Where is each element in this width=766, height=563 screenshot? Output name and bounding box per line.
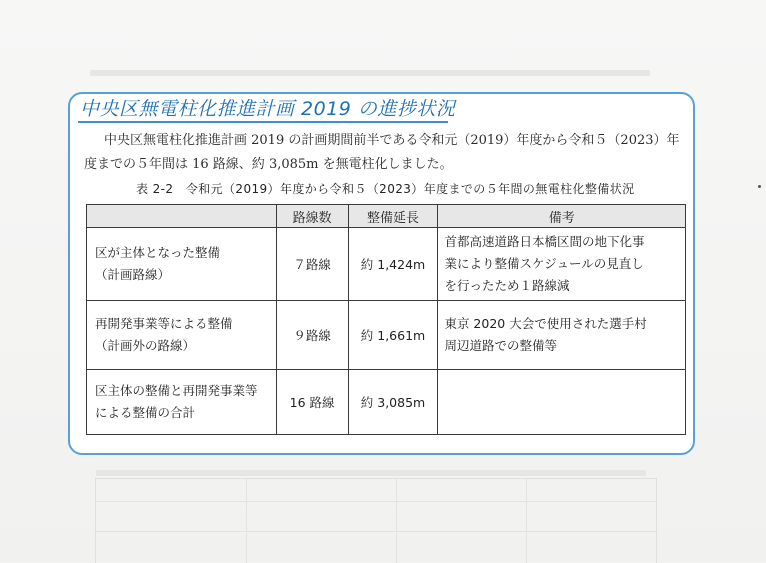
row-item <box>87 228 277 301</box>
note-line: 首都高速道路日本橋区間の地下化事 <box>444 234 645 249</box>
table-row <box>87 370 686 435</box>
row-item <box>87 301 277 370</box>
item-label: 再開発事業等による整備 <box>95 316 233 331</box>
show-through-line <box>96 470 646 476</box>
item-sublabel: （計画路線） <box>95 267 171 282</box>
item-label: 区主体の整備と再開発事業等 <box>95 383 258 398</box>
note-cell <box>438 228 686 301</box>
note-line: 周辺道路での整備等 <box>444 338 557 353</box>
header-routes: 路線数 <box>276 205 348 228</box>
speck <box>758 185 761 188</box>
table-header-row <box>87 205 686 228</box>
header-notes: 備考 <box>438 205 686 228</box>
length-cell: 約 1,661m <box>348 301 438 370</box>
title-underline <box>78 121 448 123</box>
item-sublabel: による整備の合計 <box>95 405 196 420</box>
row-item <box>87 370 277 435</box>
item-sublabel: （計画外の路線） <box>95 338 196 353</box>
header-length: 整備延長 <box>348 205 438 228</box>
section-title: 中央区無電柱化推進計画 2019 の進捗状況 <box>80 98 456 120</box>
note-cell <box>438 301 686 370</box>
note-line: を行ったため１路線減 <box>444 278 570 293</box>
table-row <box>87 228 686 301</box>
routes-cell: ７路線 <box>276 228 348 301</box>
note-cell <box>438 370 686 435</box>
summary-paragraph: 中央区無電柱化推進計画 2019 の計画期間前半である令和元（2019）年度から令和５（2023）年度までの５年間は 16 路線、約 3,085m を無電柱化しました。 <box>84 133 680 172</box>
length-cell: 約 3,085m <box>348 370 438 435</box>
header-blank <box>87 205 277 228</box>
show-through-table <box>95 478 657 563</box>
table-row <box>87 301 686 370</box>
show-through-line <box>90 70 650 76</box>
note-line: 東京 2020 大会で使用された選手村 <box>444 316 647 331</box>
length-cell: 約 1,424m <box>348 228 438 301</box>
table-caption: 表 2-2 令和元（2019）年度から令和５（2023）年度までの５年間の無電柱化整備状況 <box>136 182 635 196</box>
routes-cell: ９路線 <box>276 301 348 370</box>
undergrounding-status-table <box>86 204 686 435</box>
note-line: 業により整備スケジュールの見直し <box>444 256 644 271</box>
item-label: 区が主体となった整備 <box>95 245 221 260</box>
routes-cell: 16 路線 <box>276 370 348 435</box>
